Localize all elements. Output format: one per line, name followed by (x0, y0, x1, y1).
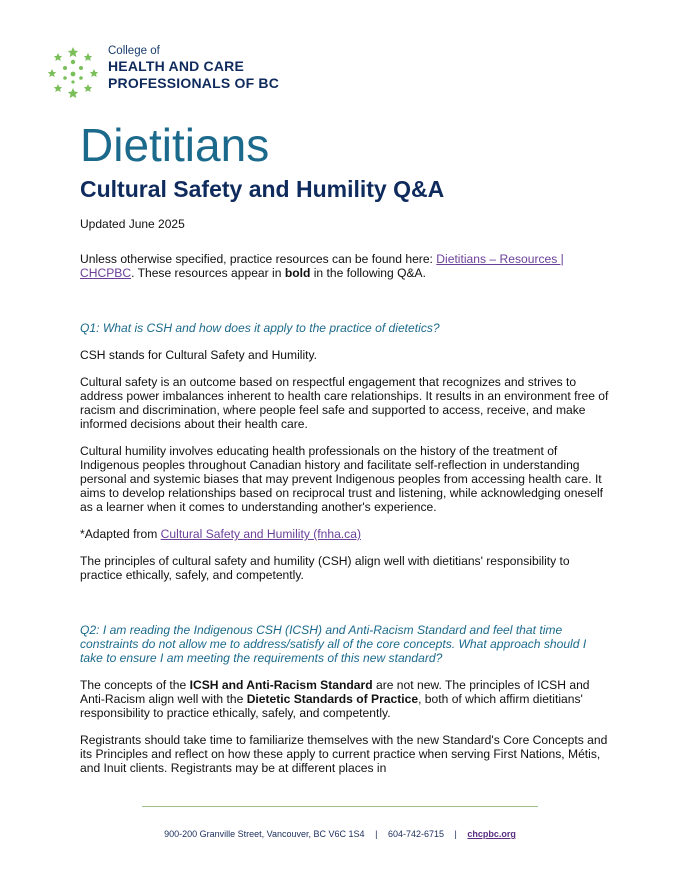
logo-line1: College of (108, 45, 160, 57)
logo-line2: HEALTH AND CARE (108, 58, 244, 74)
question-1: Q1: What is CSH and how does it apply to the practice of dietetics? (80, 321, 440, 335)
college-logo (46, 42, 306, 102)
footer-divider (142, 806, 538, 807)
page-subtitle: Cultural Safety and Humility Q&A (80, 176, 445, 202)
intro-paragraph: Unless otherwise specified, practice resources can be found here: Dietitians – Resources | CHCPBC. These resources appear in bold in the following Q&A. (80, 252, 564, 280)
star-cluster-icon (46, 44, 100, 98)
q1-paragraph-1: CSH stands for Cultural Safety and Humility. (80, 348, 318, 362)
q1-paragraph-2: Cultural safety is an outcome based on respectful engagement that recognizes and strives to address power imbalances inherent to health care relationships. It results in an environment free of racism and discrimination, where people feel safe and supported to access, receive, and make informed decisions about their health care. (80, 375, 609, 431)
document-body (80, 252, 610, 775)
resources-link[interactable]: Dietitians – Resources | CHCPBC (80, 252, 564, 280)
q1-adapted-note: *Adapted from Cultural Safety and Humility (fnha.ca) (80, 527, 361, 541)
footer (0, 829, 680, 839)
q2-paragraph-1: The concepts of the ICSH and Anti-Racism Standard are not new. The principles of ICSH and Anti-Racism align well with the Dietetic Standards of Practice, both of which affirm dietitians' responsibility to practice ethically, safely, and competently. (80, 678, 590, 720)
q1-paragraph-4: The principles of cultural safety and humility (CSH) align well with dietitians' responsibility to practice ethically, safely, and competently. (80, 554, 570, 582)
updated-date: Updated June 2025 (80, 217, 185, 231)
q1-paragraph-3: Cultural humility involves educating health professionals on the history of the treatment of Indigenous peoples throughout Canadian history and facilitate self-reflection in understanding personal and systemic biases that may prevent Indigenous peoples from accessing health care. It aims to develop relationships based on reciprocal trust and listening, while acknowledging oneself as a learner when it comes to understanding another's experience. (80, 444, 604, 514)
footer-separator: | (454, 829, 457, 839)
q2-paragraph-2: Registrants should take time to familiarize themselves with the new Standard's Core Concepts and its Principles and reflect on how these apply to current practice when serving First Nations, Métis, and Inuit clients. Registrants may be at different places in (80, 733, 608, 775)
page-title: Dietitians (80, 119, 270, 171)
footer-separator: | (375, 829, 378, 839)
footer-address: 900-200 Granville Street, Vancouver, BC V6C 1S4 (164, 829, 365, 839)
footer-phone: 604-742-6715 (387, 829, 444, 839)
question-2: Q2: I am reading the Indigenous CSH (ICSH) and Anti-Racism Standard and feel that time constraints do not allow me to address/satisfy all of the core concepts. What approach should I take to ensure I am meeting the requirements of this new standard? (80, 623, 587, 665)
footer-website-link[interactable]: chcpbc.org (467, 829, 516, 839)
fnha-link[interactable]: Cultural Safety and Humility (fnha.ca) (160, 527, 361, 541)
logo-line3: PROFESSIONALS OF BC (108, 75, 280, 91)
